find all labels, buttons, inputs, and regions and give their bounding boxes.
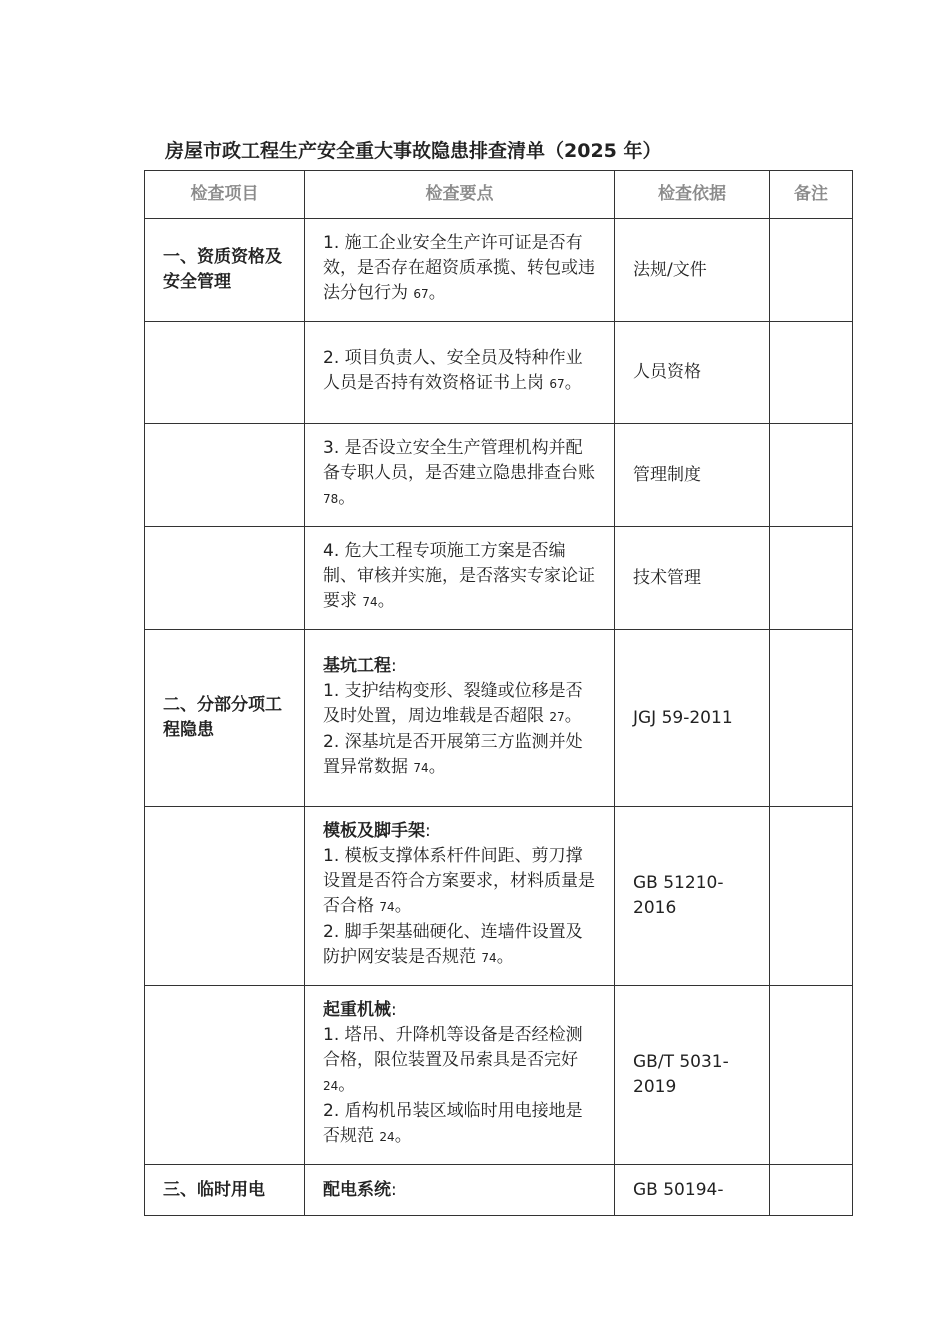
check-points-cell	[305, 424, 615, 527]
reference-number: 74	[379, 900, 395, 914]
check-point	[323, 1023, 596, 1099]
table-body	[145, 219, 853, 1216]
check-point-end: 。	[338, 1075, 356, 1095]
check-point-text: 4. 危大工程专项施工方案是否编制、审核并实施，是否落实专家论证要求	[323, 541, 595, 611]
remarks-cell	[770, 807, 853, 986]
reference-number: 24	[379, 1130, 395, 1144]
check-item-cell	[145, 527, 305, 630]
check-points-cell	[305, 986, 615, 1165]
check-point	[323, 730, 596, 781]
check-item-cell	[145, 986, 305, 1165]
check-point	[323, 844, 596, 920]
check-points-cell	[305, 322, 615, 424]
table-row	[145, 1165, 853, 1216]
header-check-basis: 检查依据	[615, 171, 770, 219]
section-subtitle-label: 起重机械	[323, 1000, 391, 1020]
remarks-cell	[770, 527, 853, 630]
table-row	[145, 527, 853, 630]
section-subtitle-label: 配电系统	[323, 1179, 391, 1200]
check-basis-cell: GB 50194-	[615, 1165, 770, 1216]
check-item-cell: 三、临时用电	[145, 1165, 305, 1216]
check-point	[323, 920, 596, 971]
check-point-text: 2. 项目负责人、安全员及特种作业人员是否持有效资格证书上岗	[323, 348, 583, 393]
check-point	[323, 679, 596, 730]
check-point-text: 1. 塔吊、升降机等设备是否经检测合格，限位装置及吊索具是否完好	[323, 1025, 583, 1070]
header-check-points: 检查要点	[305, 171, 615, 219]
check-point	[323, 1099, 596, 1150]
check-point-text: 2. 脚手架基础硬化、连墙件设置及防护网安装是否规范	[323, 922, 583, 967]
check-point-end: 。	[564, 705, 582, 726]
check-point	[323, 436, 596, 512]
reference-number: 27	[549, 709, 565, 724]
check-point-text: 2. 深基坑是否开展第三方监测并处置异常数据	[323, 731, 583, 777]
check-basis-cell: 技术管理	[615, 527, 770, 630]
reference-number: 67	[413, 287, 429, 301]
section-subtitle-label: 基坑工程	[323, 655, 391, 676]
reference-number: 67	[549, 377, 565, 391]
hazard-checklist-table	[144, 170, 853, 1216]
check-item-cell	[145, 424, 305, 527]
section-subtitle	[323, 819, 596, 844]
table-row	[145, 807, 853, 986]
check-item-cell: 二、分部分项工程隐患	[145, 630, 305, 807]
document-title: 房屋市政工程生产安全重大事故隐患排查清单（2025 年）	[165, 140, 662, 162]
table-row	[145, 219, 853, 322]
section-subtitle-colon: :	[391, 1179, 397, 1200]
remarks-cell	[770, 322, 853, 424]
remarks-cell	[770, 424, 853, 527]
check-basis-cell: JGJ 59-2011	[615, 630, 770, 807]
check-item-cell	[145, 807, 305, 986]
section-subtitle	[323, 1178, 596, 1203]
check-points-cell	[305, 1165, 615, 1216]
remarks-cell	[770, 986, 853, 1165]
check-basis-cell: 管理制度	[615, 424, 770, 527]
remarks-cell	[770, 630, 853, 807]
check-item-cell: 一、资质资格及安全管理	[145, 219, 305, 322]
reference-number: 74	[481, 951, 497, 965]
reference-number: 74	[362, 595, 378, 609]
check-points-cell	[305, 807, 615, 986]
check-basis-cell: 人员资格	[615, 322, 770, 424]
check-point-end: 。	[394, 1126, 412, 1146]
check-point	[323, 231, 596, 307]
check-points-cell	[305, 527, 615, 630]
check-basis-cell: GB 51210-2016	[615, 807, 770, 986]
header-remarks: 备注	[770, 171, 853, 219]
section-subtitle-colon: :	[391, 1000, 397, 1020]
check-basis-cell: 法规/文件	[615, 219, 770, 322]
table-row	[145, 424, 853, 527]
check-points-cell	[305, 630, 615, 807]
section-subtitle-colon: :	[391, 655, 397, 676]
section-subtitle	[323, 654, 596, 679]
reference-number: 24	[323, 1079, 339, 1093]
remarks-cell	[770, 219, 853, 322]
reference-number: 78	[323, 492, 339, 506]
check-point	[323, 346, 596, 397]
check-point-text: 3. 是否设立安全生产管理机构并配备专职人员，是否建立隐患排查台账	[323, 438, 595, 483]
check-point-end: 。	[564, 373, 582, 393]
check-point-end: 。	[428, 283, 446, 303]
section-subtitle	[323, 998, 596, 1023]
check-points-cell	[305, 219, 615, 322]
check-point	[323, 539, 596, 615]
section-subtitle-label: 模板及脚手架	[323, 821, 425, 841]
check-item-cell	[145, 322, 305, 424]
check-point-text: 2. 盾构机吊装区域临时用电接地是否规范	[323, 1101, 583, 1146]
table-header-row	[145, 171, 853, 219]
check-basis-cell: GB/T 5031-2019	[615, 986, 770, 1165]
check-point-text: 1. 模板支撑体系杆件间距、剪刀撑设置是否符合方案要求，材料质量是否合格	[323, 846, 595, 916]
check-point-end: 。	[394, 896, 412, 916]
table-row	[145, 986, 853, 1165]
check-point-text: 1. 支护结构变形、裂缝或位移是否及时处置，周边堆载是否超限	[323, 680, 583, 726]
header-check-item: 检查项目	[145, 171, 305, 219]
section-subtitle-colon: :	[425, 821, 431, 841]
check-point-end: 。	[496, 947, 514, 967]
table-row	[145, 322, 853, 424]
remarks-cell	[770, 1165, 853, 1216]
table-row	[145, 630, 853, 807]
check-point-text: 1. 施工企业安全生产许可证是否有效，是否存在超资质承揽、转包或违法分包行为	[323, 233, 595, 303]
check-point-end: 。	[338, 488, 356, 508]
check-point-end: 。	[377, 591, 395, 611]
reference-number: 74	[413, 760, 429, 775]
check-point-end: 。	[428, 756, 446, 777]
